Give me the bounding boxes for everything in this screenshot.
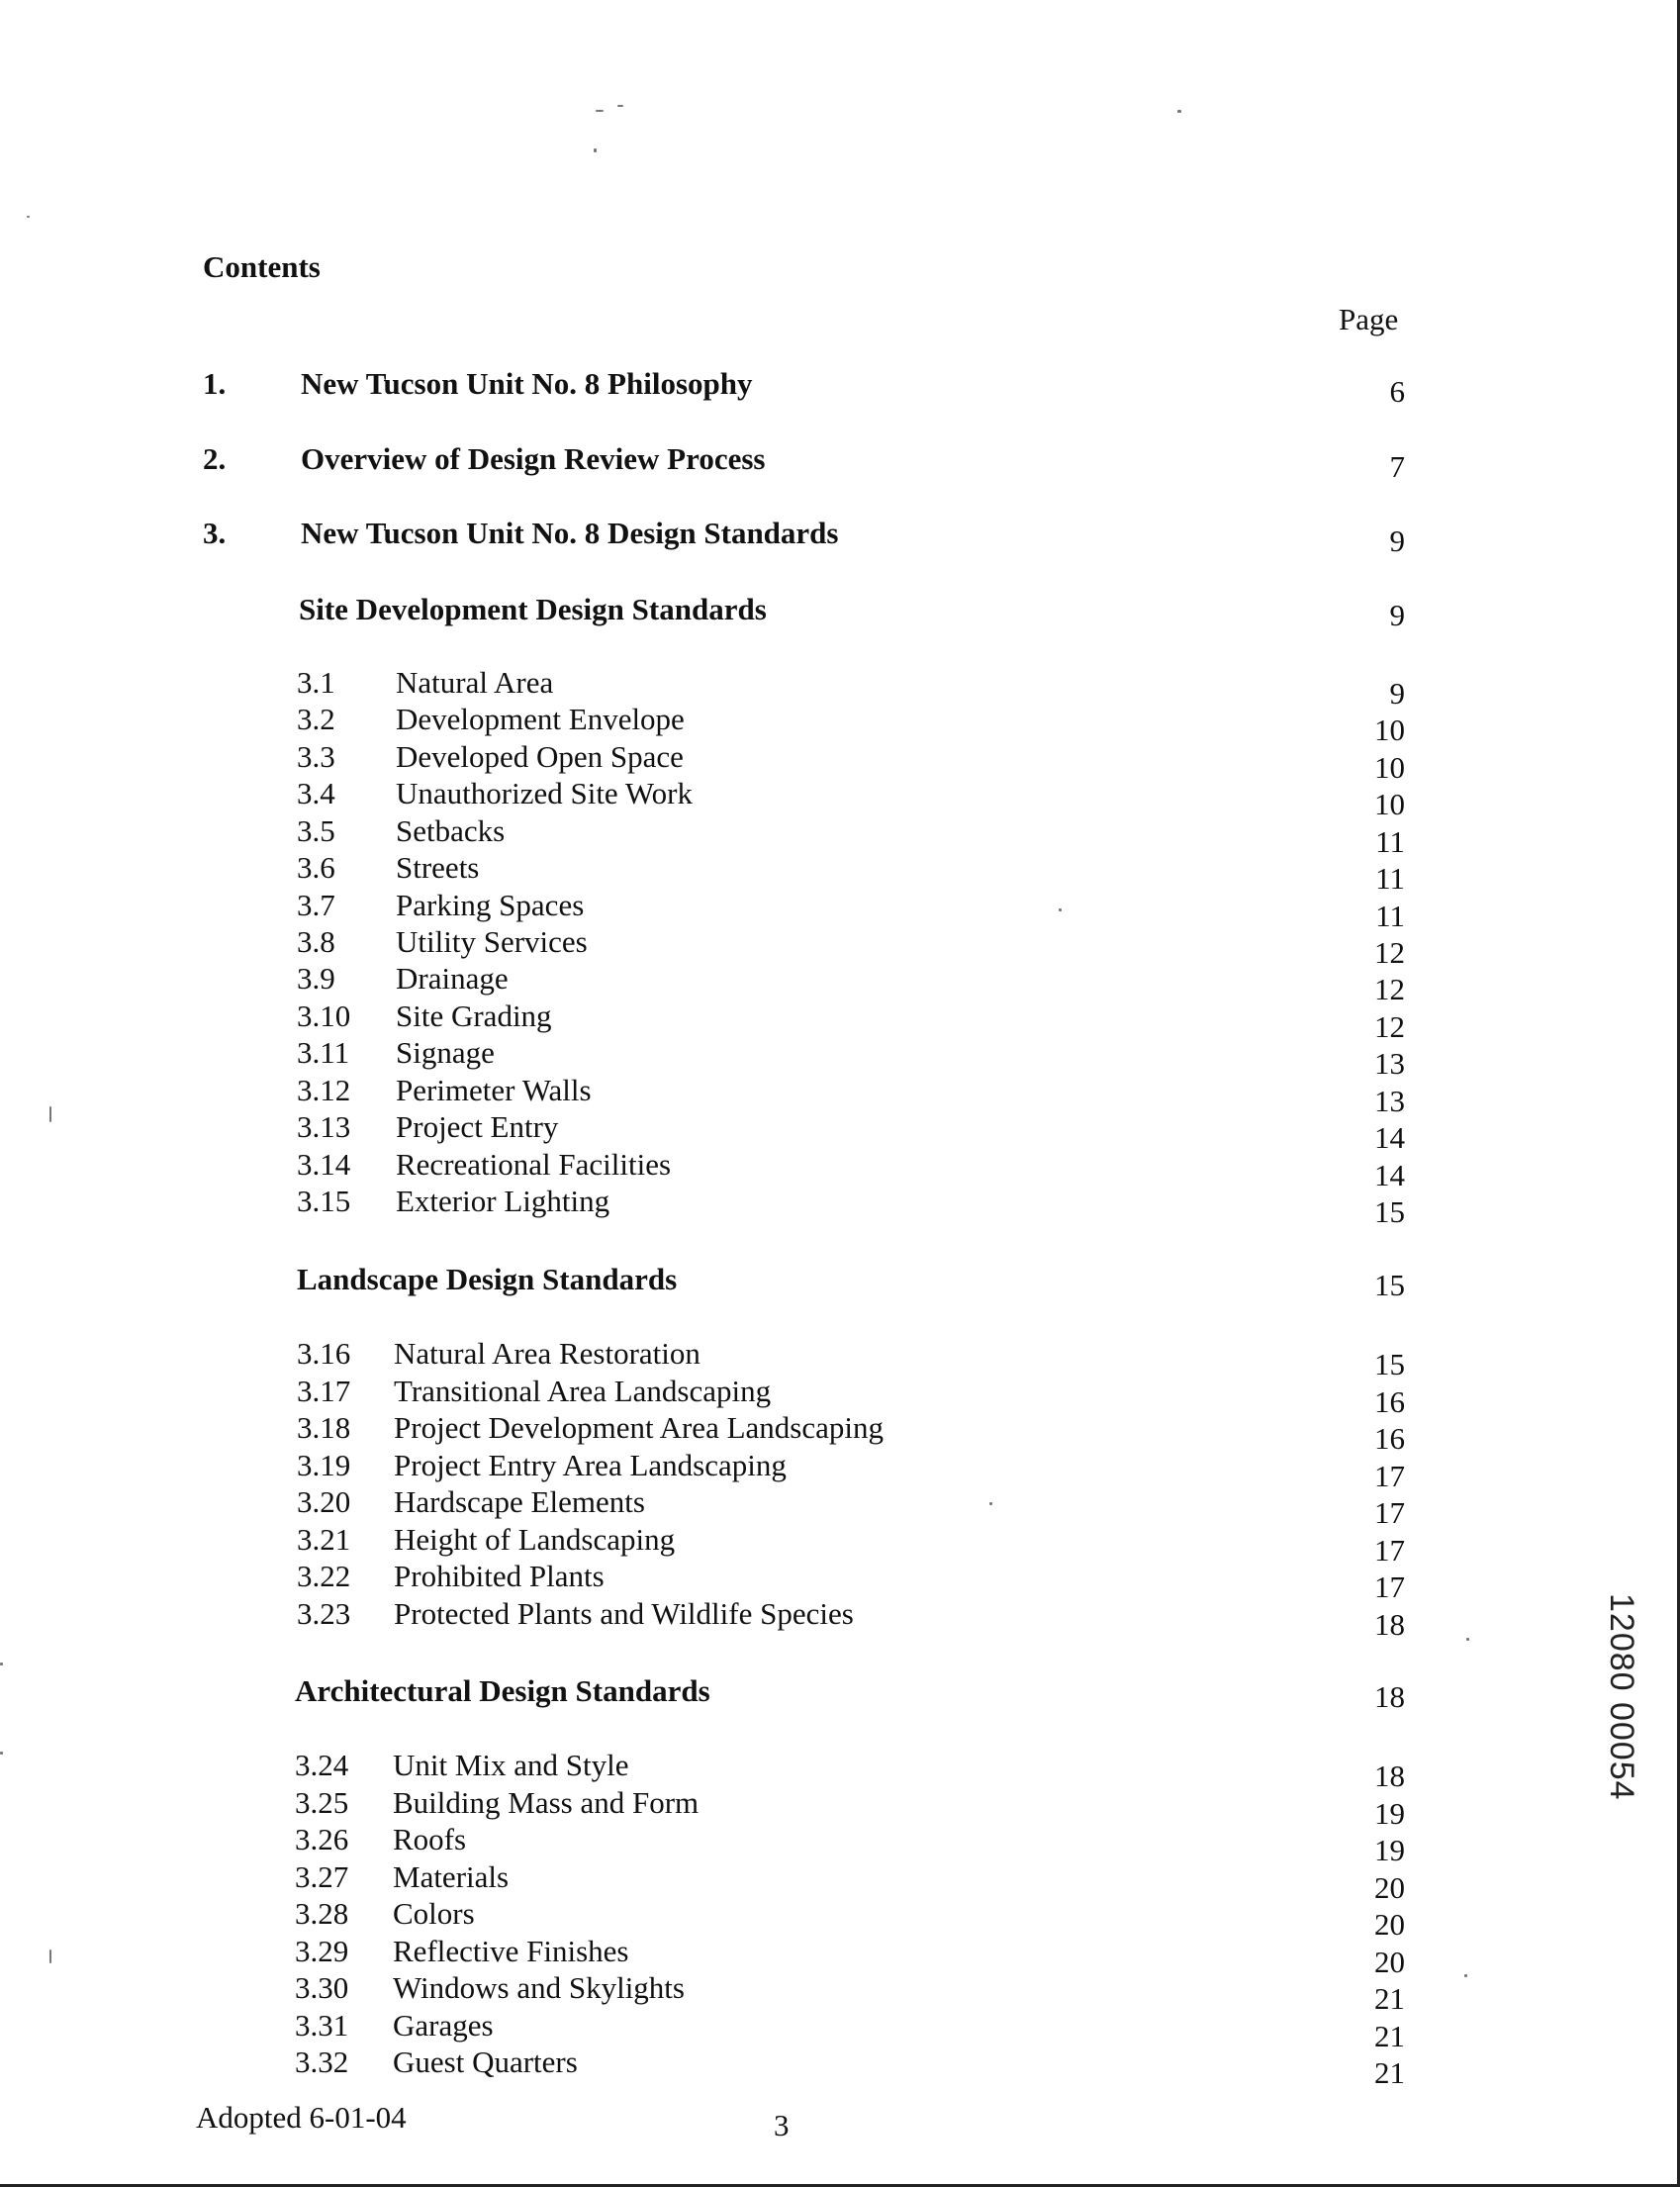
toc-number: 3. [203,516,227,550]
adopted-date: Adopted 6-01-04 [196,2100,407,2135]
toc-item-row [0,665,1680,711]
toc-item-row [0,1822,1680,1867]
toc-page-number: 17 [1374,1569,1405,1604]
toc-page-number: 21 [1374,1981,1405,2016]
toc-label: Drainage [396,961,509,996]
toc-page-number: 12 [1374,972,1405,1006]
toc-label: Transitional Area Landscaping [394,1374,772,1408]
toc-label: Project Development Area Landscaping [394,1410,884,1445]
toc-item-row [0,776,1680,821]
toc-page-number: 20 [1374,1907,1405,1942]
toc-label: Garages [393,2008,494,2043]
toc-page-number: 9 [1389,523,1405,558]
toc-item-row [0,1374,1680,1419]
toc-subsection-heading [0,1673,1680,1713]
page-column-label: Page [1339,302,1399,336]
toc-number: 3.18 [297,1410,351,1445]
toc-item-row [0,1785,1680,1831]
toc-page-number: 16 [1374,1421,1405,1456]
toc-page-number: 10 [1374,713,1405,747]
toc-label: Unauthorized Site Work [396,776,693,810]
toc-item-row [0,1336,1680,1381]
toc-label: Perimeter Walls [396,1073,592,1107]
toc-number: 2. [203,441,227,476]
toc-number: 3.6 [297,850,335,885]
toc-label: Setbacks [396,813,506,848]
toc-label: Developed Open Space [396,739,684,774]
toc-page-number: 18 [1374,1607,1405,1642]
toc-page-number: 16 [1374,1384,1405,1419]
toc-number: 3.11 [297,1035,350,1070]
toc-page-number: 17 [1374,1533,1405,1568]
toc-page-number: 7 [1389,449,1405,484]
toc-label: Height of Landscaping [394,1522,676,1557]
toc-label: Project Entry Area Landscaping [394,1448,787,1482]
scan-speck [1059,908,1062,911]
scan-speck [989,1502,992,1505]
scan-speck [1466,1638,1469,1641]
toc-label: Reflective Finishes [393,1934,629,1968]
toc-item-row [0,888,1680,933]
toc-page-number: 17 [1374,1459,1405,1493]
toc-item-row [0,1147,1680,1192]
toc-number: 3.16 [297,1336,351,1371]
toc-label: Colors [393,1896,475,1931]
scan-speck [49,1106,51,1122]
scan-speck [49,1949,51,1963]
toc-page-number: 21 [1374,2019,1405,2053]
toc-label: New Tucson Unit No. 8 Philosophy [301,366,753,401]
toc-label: Project Entry [396,1109,559,1144]
toc-page-number: 9 [1389,676,1405,711]
toc-item-row [0,739,1680,785]
toc-number: 3.21 [297,1522,351,1557]
toc-label: Building Mass and Form [393,1785,700,1820]
toc-label: Protected Plants and Wildlife Species [394,1596,854,1631]
scan-speck [27,216,30,218]
toc-label: New Tucson Unit No. 8 Design Standards [301,516,839,550]
toc-major-row [0,366,1680,409]
toc-item-row [0,702,1680,747]
toc-number: 3.4 [297,776,335,810]
toc-item-row [0,1559,1680,1604]
toc-page-number: 12 [1374,1009,1405,1044]
toc-label: Prohibited Plants [394,1559,605,1593]
toc-label: Streets [396,850,480,885]
toc-label: Utility Services [396,924,588,959]
toc-label: Recreational Facilities [396,1147,672,1182]
toc-page-number: 18 [1374,1679,1405,1714]
toc-label: Site Development Design Standards [299,592,767,626]
toc-page-number: 14 [1374,1158,1405,1192]
toc-label: Exterior Lighting [396,1184,610,1218]
toc-number: 1. [203,366,227,401]
toc-label: Parking Spaces [396,888,585,922]
toc-number: 3.17 [297,1374,351,1408]
toc-number: 3.13 [297,1109,351,1144]
toc-item-row [0,850,1680,896]
toc-label: Roofs [393,1822,467,1856]
toc-item-row [0,1896,1680,1942]
toc-major-row [0,516,1680,558]
toc-page-number: 17 [1374,1495,1405,1530]
scan-speck [596,110,604,112]
scan-speck [0,1663,3,1665]
toc-page-number: 15 [1374,1194,1405,1229]
toc-number: 3.28 [295,1896,349,1931]
toc-subsection-heading [0,592,1680,631]
scan-speck [1177,110,1181,113]
toc-page-number: 11 [1375,899,1405,933]
toc-item-row [0,1109,1680,1155]
toc-item-row [0,998,1680,1044]
toc-item-row [0,1035,1680,1081]
scan-speck [0,1752,3,1755]
toc-number: 3.15 [297,1184,351,1218]
toc-page-number: 13 [1374,1046,1405,1081]
toc-number: 3.29 [295,1934,349,1968]
toc-page-number: 13 [1374,1084,1405,1118]
toc-page-number: 19 [1374,1796,1405,1831]
toc-item-row [0,1484,1680,1530]
toc-number: 3.5 [297,813,335,848]
toc-page-number: 10 [1374,787,1405,821]
toc-label: Landscape Design Standards [297,1262,678,1296]
toc-number: 3.10 [297,998,351,1033]
toc-number: 3.2 [297,702,335,736]
toc-item-row [0,1073,1680,1118]
toc-item-row [0,1184,1680,1229]
toc-number: 3.27 [295,1859,349,1894]
toc-number: 3.30 [295,1970,349,2005]
toc-item-row [0,1970,1680,2016]
toc-label: Hardscape Elements [394,1484,645,1519]
toc-item-row [0,1934,1680,1979]
toc-number: 3.24 [295,1748,349,1782]
toc-page-number: 11 [1375,861,1405,896]
toc-major-row [0,441,1680,484]
toc-page-number: 10 [1374,750,1405,785]
toc-number: 3.12 [297,1073,351,1107]
toc-page-number: 12 [1374,935,1405,970]
toc-label: Site Grading [396,998,552,1033]
scan-speck [1464,1974,1467,1977]
toc-number: 3.19 [297,1448,351,1482]
toc-item-row [0,2008,1680,2053]
page-number: 3 [774,2108,790,2142]
toc-page-number: 20 [1374,1870,1405,1905]
toc-number: 3.7 [297,888,335,922]
toc-label: Unit Mix and Style [393,1748,629,1782]
toc-subsection-heading [0,1262,1680,1301]
toc-number: 3.26 [295,1822,349,1856]
toc-number: 3.32 [295,2044,349,2079]
toc-page-number: 15 [1374,1347,1405,1381]
toc-item-row [0,1859,1680,1905]
toc-page-number: 20 [1374,1945,1405,1979]
toc-number: 3.25 [295,1785,349,1820]
scan-speck [617,105,623,107]
toc-label: Materials [393,1859,510,1894]
toc-item-row [0,1596,1680,1642]
toc-number: 3.3 [297,739,335,774]
toc-page-number: 9 [1389,598,1405,632]
side-stamp [1591,1593,1670,1870]
toc-item-row [0,813,1680,859]
toc-item-row [0,1748,1680,1793]
page-title: Contents [203,249,321,284]
toc-item-row [0,2044,1680,2090]
toc-page-number: 14 [1374,1120,1405,1155]
side-stamp-text: 12080 00054 [1603,1593,1640,1801]
toc-label: Overview of Design Review Process [301,441,766,476]
toc-number: 3.14 [297,1147,351,1182]
toc-page-number: 15 [1374,1268,1405,1302]
toc-label: Signage [396,1035,495,1070]
toc-number: 3.9 [297,961,335,996]
toc-item-row [0,1448,1680,1493]
toc-label: Development Envelope [396,702,685,736]
scan-speck [594,148,597,152]
toc-label: Architectural Design Standards [295,1673,710,1708]
toc-item-row [0,1522,1680,1568]
toc-number: 3.22 [297,1559,351,1593]
toc-page-number: 11 [1375,824,1405,859]
toc-label: Natural Area Restoration [394,1336,700,1371]
toc-page-number: 18 [1374,1759,1405,1793]
toc-number: 3.31 [295,2008,349,2043]
toc-number: 3.23 [297,1596,351,1631]
toc-number: 3.8 [297,924,335,959]
toc-item-row [0,1410,1680,1456]
toc-number: 3.20 [297,1484,351,1519]
toc-label: Windows and Skylights [393,1970,685,2005]
toc-label: Guest Quarters [393,2044,578,2079]
toc-page-number: 19 [1374,1833,1405,1867]
toc-page-number: 21 [1374,2055,1405,2090]
toc-number: 3.1 [297,665,335,700]
toc-label: Natural Area [396,665,554,700]
toc-page-number: 6 [1389,374,1405,409]
toc-item-row [0,961,1680,1006]
toc-item-row [0,924,1680,970]
